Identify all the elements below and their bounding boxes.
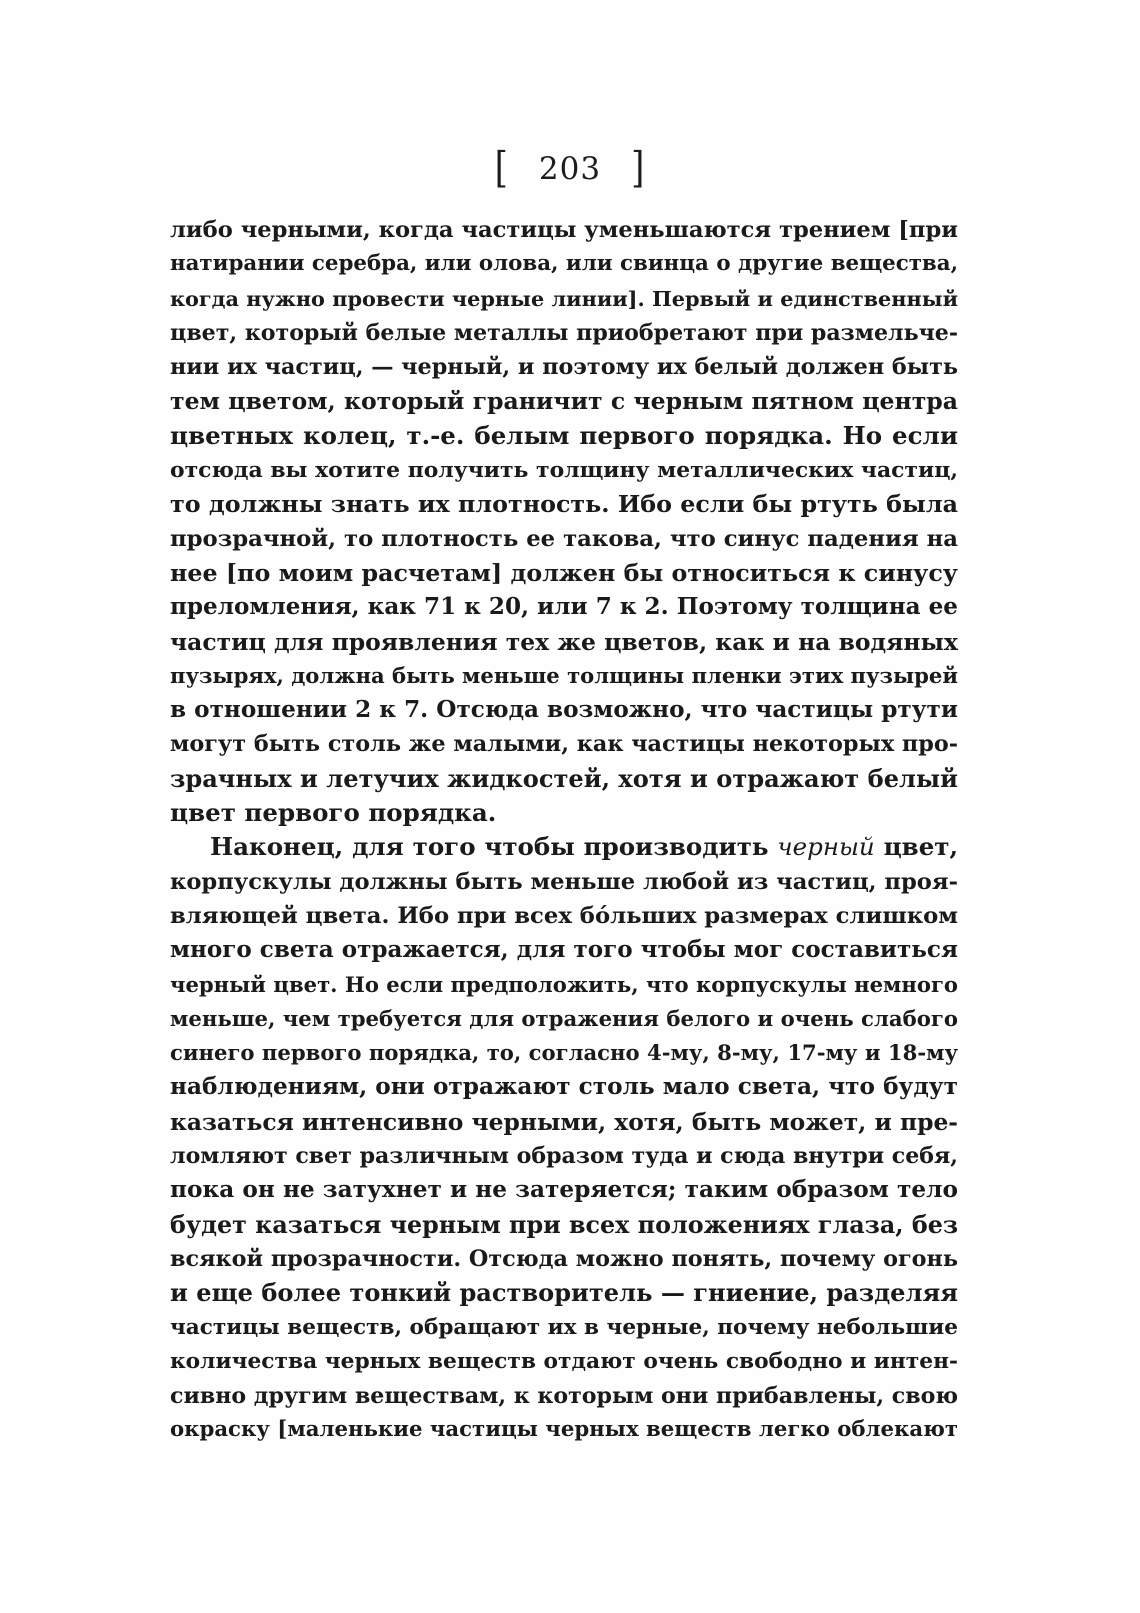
text-line: сивно другим веществам, к которым они прибавлены, свою — [170, 1383, 958, 1410]
text-line: много света отражается, для того чтобы мог составиться — [170, 936, 958, 964]
text-line: количества черных веществ отдают очень свободно и интен- — [170, 1348, 958, 1374]
text-line: когда нужно провести черные линии]. Первый и единственный — [170, 285, 958, 311]
page-number — [0, 143, 1140, 193]
text-line: могут быть столь же малыми, как частицы некоторых про- — [170, 731, 958, 758]
emphasized-word: черный — [777, 832, 875, 862]
text-line: вляющей цвета. Ибо при всех бóльших размерах слишком — [170, 902, 959, 929]
text-line: наблюдениям, они отражают столь мало света, что будут — [170, 1073, 958, 1101]
left-bracket: [ — [494, 143, 509, 193]
text-line: казаться интенсивно черными, хотя, быть может, и пре- — [170, 1107, 958, 1136]
text-line: прозрачной, то плотность ее такова, что синус падения на — [170, 525, 958, 552]
text-line: корпускулы должны быть меньше любой из частиц, проя- — [170, 868, 958, 895]
text-line: пузырях, должна быть меньше толщины пленки этих пузырей — [170, 662, 959, 688]
text-line: черный цвет. Но если предположить, что корпускулы немного — [170, 971, 958, 997]
text-line: нее [по моим расчетам] должен бы относиться к синусу — [170, 558, 958, 587]
text-span: цвет, — [874, 832, 958, 862]
text-line: зрачных и летучих жидкостей, хотя и отражают белый — [170, 763, 958, 793]
text-line: то должны знать их плотность. Ибо если бы ртуть была — [170, 490, 958, 519]
text-line: цвет первого порядка. — [170, 798, 497, 828]
text-line: тем цветом, который граничит с черным пятном центра — [170, 387, 958, 416]
text-line: цветных колец, т.-е. белым первого порядка. Но если — [170, 420, 958, 450]
text-line: всякой прозрачности. Отсюда можно понять, почему огонь — [170, 1245, 958, 1272]
text-line: синего первого порядка, то, согласно 4-му, 8-му, 17-му и 18-му — [170, 1040, 958, 1066]
text-line: частиц для проявления тех же цветов, как и на водяных — [170, 627, 958, 656]
text-line: окраску [маленькие частицы черных веществ легко облекают — [170, 1417, 958, 1443]
text-line: либо черными, когда частицы уменьшаются трением [при — [170, 217, 958, 243]
text-line: меньше, чем требуется для отражения белого и очень слабого — [170, 1005, 958, 1031]
right-bracket: ] — [631, 143, 646, 193]
text-span: Наконец, для того чтобы производить — [210, 832, 778, 862]
body-text — [170, 213, 958, 1448]
text-line: отсюда вы хотите получить толщину металлических частиц, — [170, 457, 958, 484]
paragraph-first-line — [170, 830, 958, 864]
text-line: цвет, который белые металлы приобретают при размельче- — [170, 319, 958, 346]
text-line: частицы веществ, обращают их в черные, почему небольшие — [170, 1314, 958, 1340]
text-line: натирании серебра, или олова, или свинца о другие вещества, — [170, 251, 958, 277]
text-line: и еще более тонкий растворитель — гниение, разделяя — [170, 1278, 958, 1308]
page-number-value: 203 — [538, 151, 602, 187]
text-line: будет казаться черным при всех положениях глаза, без — [170, 1210, 959, 1239]
text-line: нии их частиц, — черный, и поэтому их белый должен быть — [170, 354, 958, 381]
text-line: ломляют свет различным образом туда и сюда внутри себя, — [170, 1143, 958, 1170]
text-line: в отношении 2 к 7. Отсюда возможно, что частицы ртути — [170, 696, 958, 724]
text-line: преломления, как 71 к 20, или 7 к 2. Поэтому толщина ее — [170, 593, 958, 621]
text-line: пока он не затухнет и не затеряется; таким образом тело — [170, 1176, 958, 1204]
